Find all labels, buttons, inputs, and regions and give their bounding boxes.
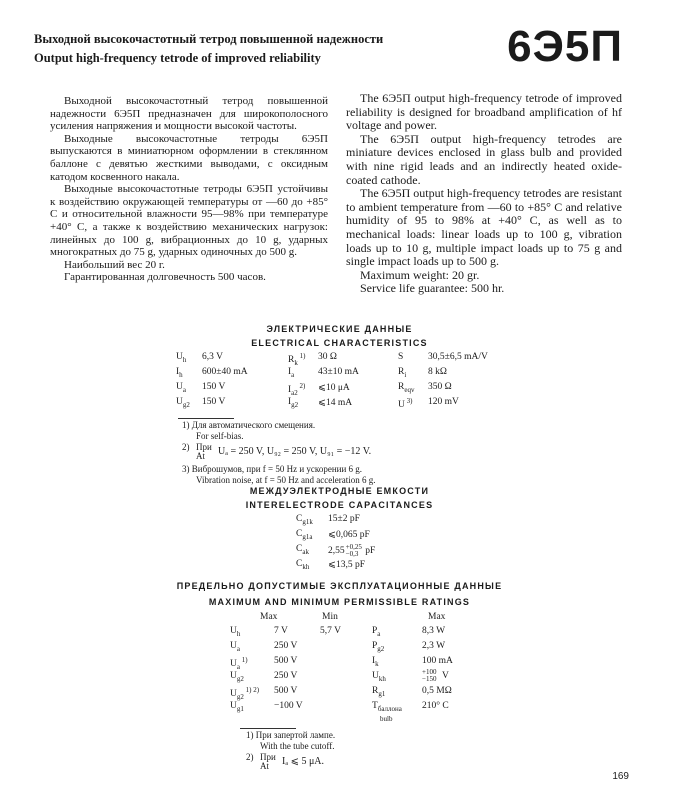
electrical-param-value: 30 Ω [318, 352, 337, 362]
electrical-param-symbol [288, 397, 298, 409]
symbol-subscript: kh [378, 674, 386, 683]
electrical-param-value: 350 Ω [428, 382, 452, 392]
intro-ru-p2: Выходные высокочастотные тетроды 6Э5П выпускаются в миниатюрном оформлении в стеклянном баллоне с девятью жесткими выводами, с оксидным катодом косвенного накала. [50, 132, 328, 183]
symbol-letter: I [288, 397, 292, 407]
fn2-text: Uₐ = 250 V, U₉₂ = 250 V, U₉₁ = −12 V. [218, 446, 372, 457]
symbol-letter: U [398, 400, 405, 411]
symbol-subscript: a [236, 644, 240, 653]
symbol-subscript: h [182, 355, 187, 364]
rating-symbol-subscript-en: bulb [380, 715, 393, 723]
column-header-min: Min [322, 612, 338, 622]
symbol-footnote-mark: 2) [297, 382, 306, 390]
footnote-rule [240, 728, 296, 729]
symbol-subscript: k [375, 659, 379, 668]
capacitance-symbol [296, 544, 309, 556]
symbol-letter: I [176, 367, 180, 377]
symbol-letter: R [288, 355, 295, 366]
symbol-letter: C [296, 559, 303, 569]
fn1-ru: Для автоматического смещения. [191, 420, 316, 430]
fn-mark: 1) [246, 730, 254, 740]
symbol-subscript: i [404, 370, 407, 379]
fn-mark: 2) [246, 752, 254, 762]
electrical-param-value: 6,3 V [202, 352, 223, 362]
electrical-heading-en: ELECTRICAL CHARACTERISTICS [251, 338, 428, 348]
rfn1-en: With the tube cutoff. [260, 741, 335, 751]
symbol-subscript: ak [302, 547, 309, 556]
fn1-en: For self-bias. [196, 431, 244, 441]
rfn2-text: Iₐ ⩽ 5 μA. [282, 756, 325, 767]
electrical-param-symbol [176, 382, 186, 394]
electrical-footnotes [182, 420, 542, 486]
electrical-param-value: 150 V [202, 397, 226, 407]
ratings-footnotes [246, 730, 446, 774]
fn2-ru: При [196, 442, 212, 452]
symbol-subscript: g1a [302, 532, 313, 541]
symbol-footnote-mark: 3) [404, 397, 413, 405]
rfn2-ru: При [260, 752, 276, 762]
capacitance-symbol [296, 529, 312, 541]
rating-max-value: 500 V [274, 686, 298, 696]
electrical-param-symbol [176, 367, 183, 379]
symbol-subscript: g1 [236, 704, 244, 713]
tolerance-minus: −0,3 [345, 550, 359, 558]
symbol-subscript: a2 [291, 389, 298, 398]
symbol-subscript: a [377, 629, 381, 638]
rating-symbol [230, 686, 259, 701]
intro-ru-p3: Выходные высокочастотные тетроды 6Э5П устойчивы к воздействию окружающей температуры от —60 до +85° С и относительной влажности 95—98% при температуре +40° С, а также к воздействию механических нагрузок: линейных до 100 g, вибрационных до 10 g, ударных многократных до 75 g, ударных одиночных до 500 g. [50, 183, 328, 259]
intro-en-life: Service life guarantee: 500 hr. [360, 281, 505, 296]
symbol-letter: I [288, 385, 292, 396]
symbol-letter: U [230, 701, 237, 711]
rating-symbol [230, 641, 240, 653]
symbol-footnote-mark: 1) [297, 352, 306, 360]
electrical-param-symbol [176, 397, 190, 409]
rating-value-unit: V [442, 671, 449, 681]
fn-mark: 3) [182, 464, 190, 474]
symbol-letter: P [372, 626, 378, 636]
intro-en [346, 92, 622, 296]
intro-en-p3: The 6Э5П output high-frequency tetrodes are resistant to ambient temperature from —60 to +85° C and relative humidity of 95 to 98% at +40° C, as well as to mechanical loads: linear loads up to 100 g, vibration loads up to 10 g, multiple impact loads up to 75 g and single impact loads up to 500 g. [346, 186, 622, 269]
symbol-letter: U [230, 626, 237, 636]
symbol-subscript: h [179, 370, 183, 379]
electrical-param-value: 120 mV [428, 397, 459, 407]
symbol-subscript: a [182, 385, 186, 394]
fn-mark: 1) [182, 420, 190, 430]
fn3-ru: Виброшумов, при f = 50 Hz и ускорении 6 g. [191, 464, 363, 474]
symbol-letter: U [230, 671, 237, 681]
symbol-subscript: g2 [236, 693, 244, 702]
symbol-letter: C [296, 529, 303, 539]
rating-symbol [372, 701, 402, 713]
symbol-letter: R [372, 686, 379, 696]
rfn1-ru: При запертой лампе. [255, 730, 336, 740]
column-header-max: Max [260, 612, 278, 622]
ratings-heading-en: MAXIMUM AND MINIMUM PERMISSIBLE RATINGS [208, 597, 471, 607]
rating-max-value: 250 V [274, 641, 298, 651]
intro-ru [50, 95, 328, 284]
symbol-letter: C [296, 544, 303, 554]
intro-ru-weight: Наибольший вес 20 г. [64, 258, 165, 271]
symbol-letter: U [230, 689, 237, 700]
rating-symbol [372, 656, 379, 668]
ratings-table [0, 612, 679, 722]
symbol-letter: C [296, 514, 303, 524]
rating-symbol [230, 656, 248, 671]
symbol-letter: T [372, 701, 378, 711]
symbol-subscript: g2 [182, 400, 190, 409]
symbol-footnote-mark: 1) 2) [243, 686, 260, 694]
rating-min-value: 5,7 V [320, 626, 341, 636]
rfn2-en: At [260, 761, 269, 771]
rating-tolerance [422, 669, 436, 683]
electrical-param-value: 43±10 mA [318, 367, 359, 377]
footnote-rule [178, 418, 234, 419]
rating-value: 2,3 W [422, 641, 446, 651]
electrical-table [0, 352, 679, 416]
capacitance-value: ⩽13,5 pF [328, 560, 365, 570]
capacitance-heading-ru: МЕЖДУЭЛЕКТРОДНЫЕ ЕМКОСТИ [249, 486, 430, 496]
electrical-heading-ru: ЭЛЕКТРИЧЕСКИЕ ДАННЫЕ [266, 324, 413, 334]
electrical-param-symbol [176, 352, 186, 364]
symbol-subscript: g2 [291, 400, 299, 409]
electrical-param-symbol [288, 352, 305, 367]
tube-model: 6Э5П [507, 22, 623, 71]
rating-symbol [372, 671, 386, 683]
rating-max-value: 250 V [274, 671, 298, 681]
symbol-subscript: a [291, 370, 295, 379]
tolerance-plus: +0,25 [345, 543, 362, 551]
intro-en-p2: The 6Э5П output high-frequency tetrodes are miniature devices enclosed in glass bulb and provided with nine rigid leads and an indirectly heated oxide-coated cathode. [346, 131, 622, 187]
intro-ru-life: Гарантированная долговечность 500 часов. [64, 271, 266, 284]
symbol-subscript: g2 [236, 674, 244, 683]
capacitance-value: ⩽0,065 pF [328, 530, 370, 540]
fn3-en: Vibration noise, at f = 50 Hz and acceleration 6 g. [196, 475, 376, 485]
title-en: Output high-frequency tetrode of improved reliability [34, 51, 321, 65]
rating-max-value: 500 V [274, 656, 298, 666]
electrical-param-symbol [288, 382, 305, 397]
rating-value: 210° C [422, 701, 449, 711]
fn-mark: 2) [182, 442, 190, 452]
symbol-letter: U [176, 397, 183, 407]
electrical-param-symbol [398, 367, 406, 379]
symbol-letter: U [230, 659, 237, 670]
rating-symbol [372, 686, 385, 698]
capacitance-table [0, 514, 679, 574]
intro-en-weight: Maximum weight: 20 gr. [360, 267, 480, 282]
symbol-subscript: g1k [302, 517, 313, 526]
symbol-letter: I [372, 656, 376, 666]
title-ru: Выходной высокочастотный тетрод повышенной надежности [34, 32, 384, 46]
rating-value: 0,5 MΩ [422, 686, 452, 696]
symbol-subscript: h [236, 629, 241, 638]
symbol-subscript: a [236, 663, 240, 672]
rating-symbol [372, 626, 380, 638]
symbol-letter: S [398, 352, 404, 362]
fn2-en: At [196, 451, 205, 461]
electrical-param-symbol [288, 367, 294, 379]
ratings-heading-ru: ПРЕДЕЛЬНО ДОПУСТИМЫЕ ЭКСПЛУАТАЦИОННЫЕ ДАННЫЕ [176, 581, 503, 591]
symbol-subscript: баллона [377, 704, 402, 713]
intro-ru-p1: Выходной высокочастотный тетрод повышенной надежности 6Э5П предназначен для широкополосного усиления напряжения и мощности высокой частоты. [50, 95, 328, 133]
rating-symbol [230, 671, 244, 683]
rating-value: 8,3 W [422, 626, 446, 636]
column-header-max: Max [428, 612, 446, 622]
page-number: 169 [612, 771, 629, 782]
symbol-letter: U [372, 671, 379, 681]
symbol-letter: U [176, 382, 183, 392]
electrical-param-symbol [398, 352, 403, 362]
symbol-subscript: g1 [378, 689, 386, 698]
electrical-param-value: 600±40 mA [202, 367, 248, 377]
electrical-param-symbol [398, 397, 412, 410]
capacitance-symbol [296, 559, 309, 571]
symbol-letter: R [398, 367, 405, 377]
intro-en-p1: The 6Э5П output high-frequency tetrode of improved reliability is designed for broadband amplification of hf voltage and power. [346, 91, 622, 133]
symbol-letter: P [372, 641, 378, 651]
capacitance-value: 15±2 pF [328, 514, 360, 524]
symbol-subscript: g2 [377, 644, 385, 653]
rating-value: 100 mA [422, 656, 453, 666]
symbol-letter: R [398, 382, 405, 392]
electrical-param-symbol [398, 382, 414, 394]
electrical-param-value: ⩽10 μA [318, 383, 350, 393]
symbol-subscript: kh [302, 562, 310, 571]
symbol-subscript: eqv [404, 385, 415, 394]
rating-symbol [230, 626, 240, 638]
capacitance-value: 2,55 +0,25 −0,3 pF [328, 543, 376, 558]
electrical-param-value: 30,5±6,5 mA/V [428, 352, 488, 362]
rating-max-value: −100 V [274, 701, 303, 711]
electrical-param-value: 8 kΩ [428, 367, 447, 377]
symbol-subscript: k [294, 359, 298, 368]
rating-symbol [372, 641, 384, 653]
tolerance-plus: +100 [422, 668, 437, 676]
symbol-letter: U [176, 352, 183, 362]
symbol-letter: I [288, 367, 292, 377]
electrical-param-value: ⩽14 mA [318, 398, 353, 408]
rating-symbol [230, 701, 244, 713]
capacitance-symbol [296, 514, 313, 526]
capacitance-heading-en: INTERELECTRODE CAPACITANCES [245, 500, 434, 510]
symbol-letter: U [230, 641, 237, 651]
symbol-footnote-mark: 1) [239, 656, 248, 664]
rating-max-value: 7 V [274, 626, 288, 636]
tolerance-minus: −150 [422, 675, 437, 683]
electrical-param-value: 150 V [202, 382, 226, 392]
capacitance-nominal: 2,55 [328, 546, 345, 557]
